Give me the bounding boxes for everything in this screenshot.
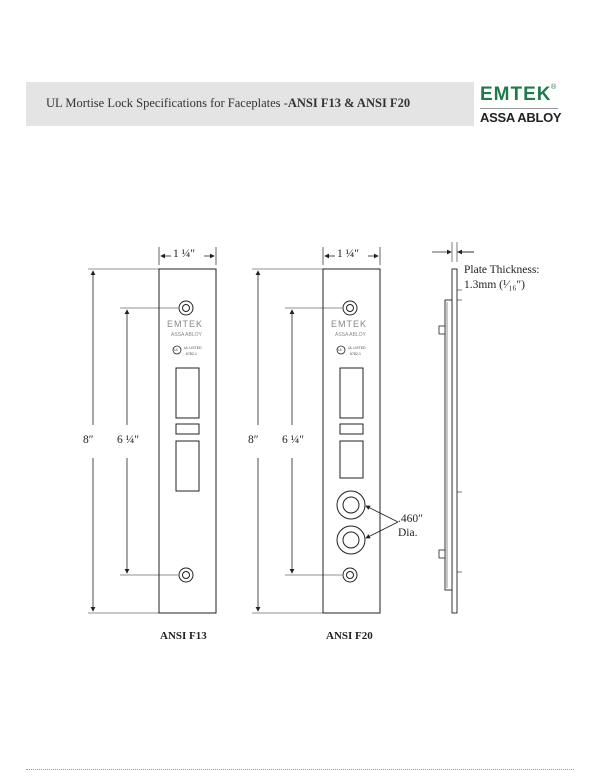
logo-reg-mark: ® (551, 84, 557, 91)
plate-thickness-value: 1.3mm (¹⁄₁₆″) (464, 279, 525, 291)
f20-ul-text: UL LISTED (348, 346, 366, 350)
f20-height-label: 8″ (248, 434, 259, 446)
f13-hole-spacing-label: 6 ¼″ (117, 434, 140, 446)
logo-parent: ASSA ABLOY (480, 110, 562, 125)
f13-plate-sub: ASSA ABLOY (171, 332, 202, 338)
f20-plate-brand: EMTEK (331, 319, 368, 329)
f13-ul-mark: UL (174, 348, 179, 352)
logo-brand: EMTEK (480, 84, 552, 105)
f13-height-label: 8″ (83, 434, 94, 446)
title-bold: ANSI F13 & ANSI F20 (287, 96, 411, 110)
plate-thickness-label: Plate Thickness: (464, 264, 540, 276)
f13-width-label: 1 ¼″ (173, 248, 196, 260)
f13-plate-brand: EMTEK (167, 319, 204, 329)
title-prefix: UL Mortise Lock Specifications for Faceplates - (46, 96, 288, 110)
f20-plate-sub: ASSA ABLOY (335, 332, 366, 338)
f20-diameter-label: .460″ (398, 513, 423, 525)
footer-divider (26, 769, 574, 770)
f20-width-label: 1 ¼″ (337, 248, 360, 260)
f20-diameter-unit: Dia. (398, 527, 418, 539)
f13-ul-text: UL LISTED (184, 346, 202, 350)
side-view-profile (432, 242, 474, 613)
f13-caption: ANSI F13 (160, 630, 207, 642)
f13-ul-code: 6782-1 (186, 352, 197, 356)
f20-caption: ANSI F20 (326, 630, 373, 642)
f20-hole-spacing-label: 6 ¼″ (282, 434, 305, 446)
f20-ul-mark: UL (338, 348, 343, 352)
f20-ul-code: 6782-1 (350, 352, 361, 356)
